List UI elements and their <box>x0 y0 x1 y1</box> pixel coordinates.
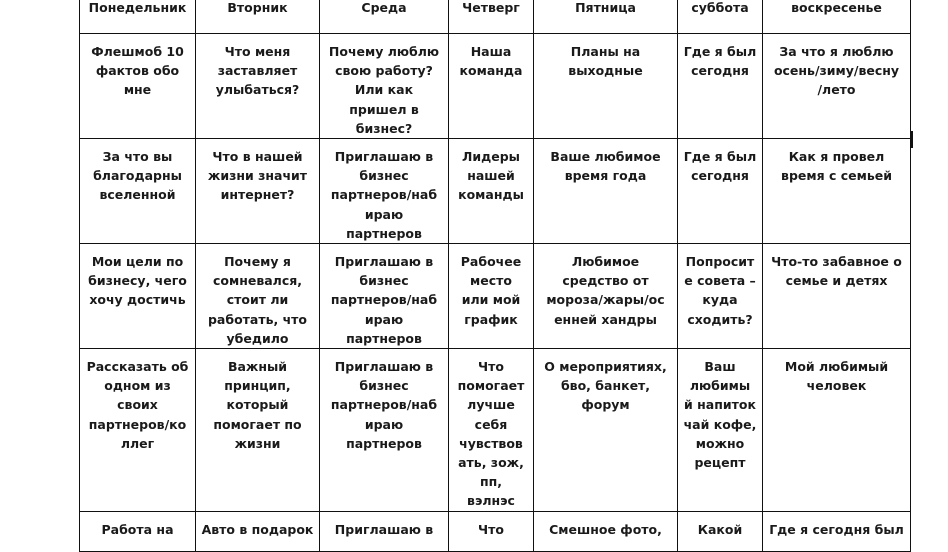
table-cell: Рассказать об одном из своих партнеров/ко ллег <box>80 349 196 512</box>
column-header: воскресенье <box>763 0 911 34</box>
table-cell: За что вы благодарны вселенной <box>80 139 196 244</box>
table-cell: Работа на <box>80 511 196 551</box>
table-cell: Планы на выходные <box>534 34 678 139</box>
content-plan-table <box>79 0 911 552</box>
table-row <box>80 139 911 244</box>
column-header: Пятница <box>534 0 678 34</box>
table-cell: Авто в подарок <box>196 511 320 551</box>
text-cursor <box>911 131 913 148</box>
table-cell: Где я был сегодня <box>678 34 763 139</box>
table-cell: Почему люблю свою работу? Или как пришел в бизнес? <box>320 34 449 139</box>
table-cell: Приглашаю в бизнес партнеров/наб ираю партнеров <box>320 139 449 244</box>
table-cell: Важный принцип, который помогает по жизни <box>196 349 320 512</box>
table-cell: Ваше любимое время года <box>534 139 678 244</box>
table-cell: Что помогает лучше себя чувствов ать, зож, пп, вэлнэс <box>449 349 534 512</box>
table-cell: Почему я сомневался, стоит ли работать, что убедило <box>196 244 320 349</box>
column-header: Четверг <box>449 0 534 34</box>
table-cell: Флешмоб 10 фактов обо мне <box>80 34 196 139</box>
table-row <box>80 34 911 139</box>
table-cell: Наша команда <box>449 34 534 139</box>
table-cell: Приглашаю в бизнес партнеров/наб ираю партнеров <box>320 349 449 512</box>
table-row <box>80 349 911 512</box>
table-cell: Любимое средство от мороза/жары/ос енней хандры <box>534 244 678 349</box>
table-cell: За что я люблю осень/зиму/весну /лето <box>763 34 911 139</box>
column-header: Среда <box>320 0 449 34</box>
table-cell: О мероприятиях, бво, банкет, форум <box>534 349 678 512</box>
table-cell: Что в нашей жизни значит интернет? <box>196 139 320 244</box>
column-header: суббота <box>678 0 763 34</box>
table-cell: Приглашаю в <box>320 511 449 551</box>
table-cell: Лидеры нашей команды <box>449 139 534 244</box>
table-row <box>80 511 911 551</box>
table-cell: Где я сегодня был <box>763 511 911 551</box>
table-cell: Как я провел время с семьей <box>763 139 911 244</box>
table-cell: Ваш любимы й напиток чай кофе, можно рецепт <box>678 349 763 512</box>
table-cell: Мой любимый человек <box>763 349 911 512</box>
table-cell: Что меня заставляет улыбаться? <box>196 34 320 139</box>
table-cell: Мои цели по бизнесу, чего хочу достичь <box>80 244 196 349</box>
header-row <box>80 0 911 34</box>
table-cell: Попросит е совета – куда сходить? <box>678 244 763 349</box>
table-cell: Рабочее место или мой график <box>449 244 534 349</box>
table-cell: Приглашаю в бизнес партнеров/наб ираю партнеров <box>320 244 449 349</box>
table-cell: Что <box>449 511 534 551</box>
table-cell: Какой <box>678 511 763 551</box>
column-header: Понедельник <box>80 0 196 34</box>
table-cell: Что-то забавное о семье и детях <box>763 244 911 349</box>
table-row <box>80 244 911 349</box>
table-cell: Смешное фото, <box>534 511 678 551</box>
table-cell: Где я был сегодня <box>678 139 763 244</box>
column-header: Вторник <box>196 0 320 34</box>
